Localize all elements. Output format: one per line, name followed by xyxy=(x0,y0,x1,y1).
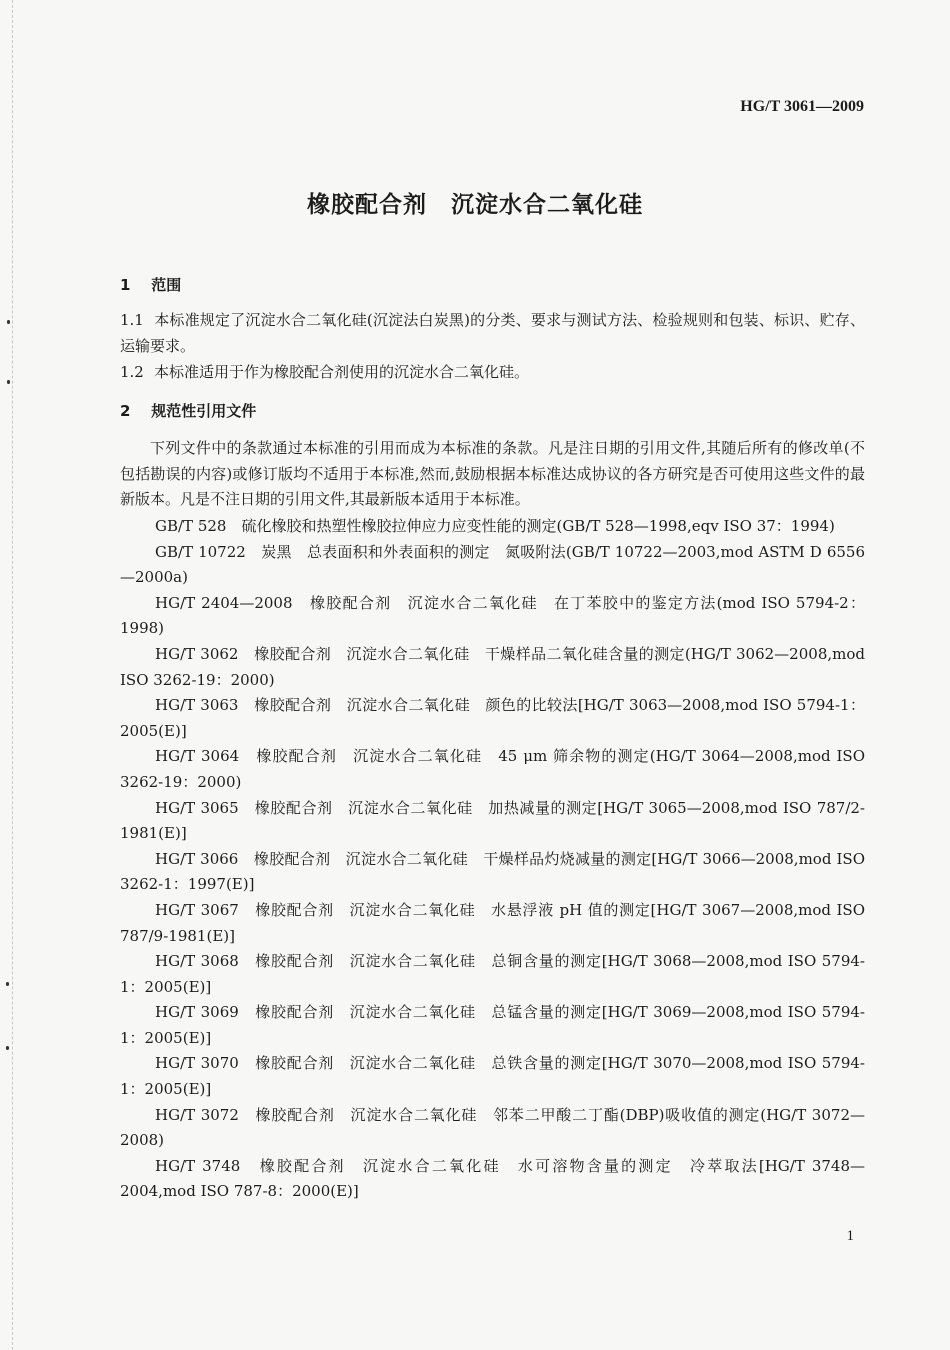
section-2-heading xyxy=(120,400,256,421)
section-title: 范围 xyxy=(151,276,182,294)
clause-number: 1.1 xyxy=(120,311,144,329)
reference-item: HG/T 3065 橡胶配合剂 沉淀水合二氧化硅 加热减量的测定[HG/T 3065—2008,mod ISO 787/2-1981(E)] xyxy=(120,798,865,843)
clause-1-2 xyxy=(120,360,865,386)
reference-item: HG/T 3069 橡胶配合剂 沉淀水合二氧化硅 总锰含量的测定[HG/T 3069—2008,mod ISO 5794-1：2005(E)] xyxy=(120,1003,865,1047)
reference-item: HG/T 3068 橡胶配合剂 沉淀水合二氧化硅 总铜含量的测定[HG/T 3068—2008,mod ISO 5794-1：2005(E)] xyxy=(120,952,865,996)
section-1-heading xyxy=(120,274,181,295)
reference-item: HG/T 3070 橡胶配合剂 沉淀水合二氧化硅 总铁含量的测定[HG/T 3070—2008,mod ISO 5794-1：2005(E)] xyxy=(120,1054,865,1099)
reference-item: HG/T 3064 橡胶配合剂 沉淀水合二氧化硅 45 μm 筛余物的测定(HG/T 3064—2008,mod ISO 3262-19：2000) xyxy=(120,747,865,791)
scan-speck xyxy=(6,1046,9,1050)
section-title: 规范性引用文件 xyxy=(151,402,257,420)
reference-item: GB/T 528 硫化橡胶和热塑性橡胶拉伸应力应变性能的测定(GB/T 528—1998,eqv ISO 37：1994) xyxy=(155,517,835,535)
reference-item: HG/T 3748 橡胶配合剂 沉淀水合二氧化硅 水可溶物含量的测定 冷萃取法[HG/T 3748—2004,mod ISO 787-8：2000(E)] xyxy=(120,1156,865,1201)
document-title: 橡胶配合剂 沉淀水合二氧化硅 xyxy=(307,192,643,218)
scan-speck xyxy=(7,380,10,384)
reference-item: HG/T 3066 橡胶配合剂 沉淀水合二氧化硅 干燥样品灼烧减量的测定[HG/T 3066—2008,mod ISO 3262-1：1997(E)] xyxy=(120,849,865,894)
section-number: 1 xyxy=(120,276,131,294)
clause-text: 本标准规定了沉淀水合二氧化硅(沉淀法白炭黑)的分类、要求与测试方法、检验规则和包装、标识、贮存、运输要求。 xyxy=(120,311,865,355)
reference-item: HG/T 3062 橡胶配合剂 沉淀水合二氧化硅 干燥样品二氧化硅含量的测定(HG/T 3062—2008,mod ISO 3262-19：2000) xyxy=(120,644,865,689)
reference-item: HG/T 3067 橡胶配合剂 沉淀水合二氧化硅 水悬浮液 pH 值的测定[HG/T 3067—2008,mod ISO 787/9-1981(E)] xyxy=(120,900,865,945)
section-number: 2 xyxy=(120,402,131,420)
scan-speck xyxy=(6,982,9,986)
scan-speck xyxy=(7,320,10,324)
clause-text: 本标准适用于作为橡胶配合剂使用的沉淀水合二氧化硅。 xyxy=(154,363,530,381)
page-number: 1 xyxy=(846,1228,854,1244)
clause-1-1 xyxy=(120,308,865,359)
reference-list xyxy=(120,514,865,1205)
reference-item: HG/T 3063 橡胶配合剂 沉淀水合二氧化硅 颜色的比较法[HG/T 3063—2008,mod ISO 5794-1：2005(E)] xyxy=(120,696,865,740)
reference-item: HG/T 3072 橡胶配合剂 沉淀水合二氧化硅 邻苯二甲酸二丁酯(DBP)吸收值的测定(HG/T 3072—2008) xyxy=(120,1105,865,1150)
standard-code: HG/T 3061—2009 xyxy=(740,98,864,115)
reference-item: GB/T 10722 炭黑 总表面积和外表面积的测定 氮吸附法(GB/T 10722—2003,mod ASTM D 6556—2000a) xyxy=(120,542,865,587)
clause-number: 1.2 xyxy=(120,363,144,381)
section-2-intro: 下列文件中的条款通过本标准的引用而成为本标准的条款。凡是注日期的引用文件,其随后所有的修改单(不包括勘误的内容)或修订版均不适用于本标准,然而,鼓励根据本标准达成协议的各方研究是否可使用这些文件的最新版本。凡是不注日期的引用文件,其最新版本适用于本标准。 xyxy=(120,439,865,508)
reference-item: HG/T 2404—2008 橡胶配合剂 沉淀水合二氧化硅 在丁苯胶中的鉴定方法(mod ISO 5794-2：1998) xyxy=(120,593,865,638)
